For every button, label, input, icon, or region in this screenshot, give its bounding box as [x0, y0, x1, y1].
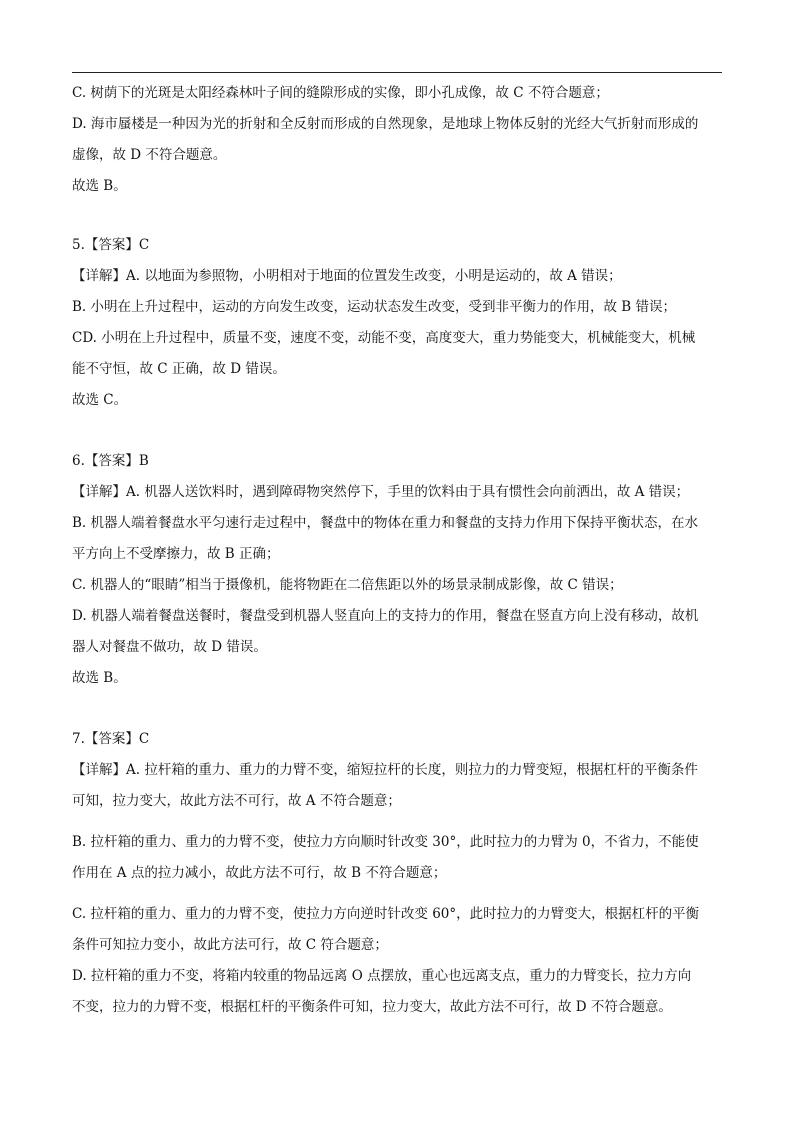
text-line: 条件可知拉力变小，故此方法可行，故 C 符合题意；	[72, 937, 388, 953]
text-line: 平方向上不受摩擦力，故 B 正确；	[72, 546, 280, 562]
text-line: 器人对餐盘不做功，故 D 错误。	[72, 639, 267, 655]
text-line: C. 机器人的“眼睛”相当于摄像机，能将物距在二倍焦距以外的场景录制成影像，故 C 错误；	[72, 577, 623, 593]
header-rule	[72, 72, 722, 73]
text-line: 故选 B。	[72, 178, 127, 194]
text-line: 故选 C。	[72, 392, 128, 408]
text-line: CD. 小明在上升过程中，质量不变，速度不变，动能不变，高度变大，重力势能变大，机械能变大，机械	[72, 330, 696, 346]
answer-heading: 5.【答案】C	[72, 237, 150, 253]
text-line: B. 拉杆箱的重力、重力的力臂不变，使拉力方向顺时针改变 30°，此时拉力的力臂为 0，不省力，不能使	[72, 834, 699, 850]
text-line: 作用在 A 点的拉力减小，故此方法不可行，故 B 不符合题意；	[72, 865, 447, 881]
text-line: 故选 B。	[72, 670, 127, 686]
text-line: 【详解】A. 以地面为参照物，小明相对于地面的位置发生改变，小明是运动的，故 A 错误；	[72, 268, 622, 284]
text-line: 【详解】A. 机器人送饮料时，遇到障碍物突然停下，手里的饮料由于具有惯性会向前洒出，故 A 错误；	[72, 484, 690, 500]
text-line: C. 拉杆箱的重力、重力的力臂不变，使拉力方向逆时针改变 60°，此时拉力的力臂变大，根据杠杆的平衡	[72, 906, 700, 922]
text-line: B. 小明在上升过程中，运动的方向发生改变，运动状态发生改变，受到非平衡力的作用，故 B 错误；	[72, 299, 677, 315]
text-line: 【详解】A. 拉杆箱的重力、重力的力臂不变，缩短拉杆的长度，则拉力的力臂变短，根据杠杆的平衡条件	[72, 762, 698, 778]
answer-heading: 6.【答案】B	[72, 453, 149, 469]
text-line: D. 海市蜃楼是一种因为光的折射和全反射而形成的自然现象，是地球上物体反射的光经大气折射而形成的	[72, 116, 699, 132]
text-line: 虚像，故 D 不符合题意。	[72, 147, 227, 163]
text-line: 能不守恒，故 C 正确，故 D 错误。	[72, 361, 286, 377]
text-line: 可知，拉力变大，故此方法不可行，故 A 不符合题意；	[72, 793, 401, 809]
answer-heading: 7.【答案】C	[72, 731, 150, 747]
text-line: 不变，拉力的力臂不变，根据杠杆的平衡条件可知，拉力变大，故此方法不可行，故 D 不符合题意。	[72, 999, 672, 1015]
text-line: B. 机器人端着餐盘水平匀速行走过程中，餐盘中的物体在重力和餐盘的支持力作用下保持平衡状态，在水	[72, 515, 699, 531]
text-line: C. 树荫下的光斑是太阳经森林叶子间的缝隙形成的实像，即小孔成像，故 C 不符合题意；	[72, 85, 609, 101]
text-line: D. 拉杆箱的重力不变，将箱内较重的物品远离 O 点摆放，重心也远离支点，重力的力臂变长，拉力方向	[72, 968, 692, 984]
text-line: D. 机器人端着餐盘送餐时，餐盘受到机器人竖直向上的支持力的作用，餐盘在竖直方向上没有移动，故机	[72, 608, 699, 624]
